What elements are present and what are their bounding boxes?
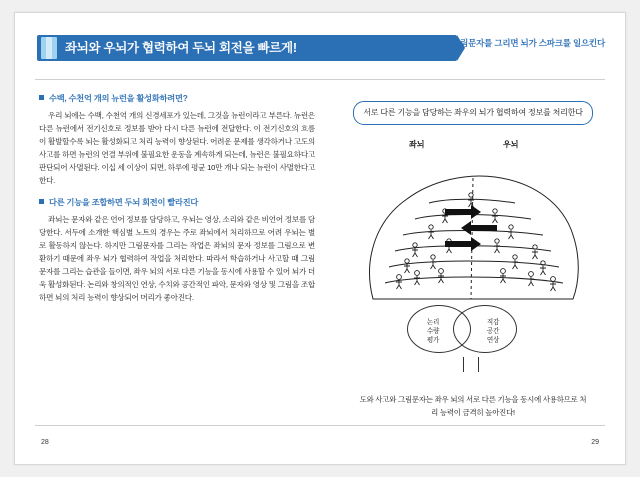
section-1-body: 우리 뇌에는 수백, 수천억 개의 신경세포가 있는데, 그것을 뉴런이라고 부른다. 뉴런은 다른 뉴런에서 전기신호로 정보를 받아 다시 다른 뉴런에 전달한다. 이 전기신호의 흐름이 활발할수록 뇌는 활성화되고 처리 능력이 향상된다. 어려운 문제를 생각하거나 고도의 사고를 하면 뉴런의 연결 부위에 불필요한 운동을 계속하게 되는데, 뉴런은 불필요하다고 판단되어 사멸된다. 이십 세 이상이 되면, 하루에 평균 10만 개나 되는 뉴런이 사멸한다고 한다. — [39, 111, 315, 185]
venn-left-line-2: 수량 — [426, 328, 440, 335]
folio-right: 29 — [591, 439, 599, 446]
venn-right-line-3: 연상 — [486, 337, 500, 344]
conclusion-text: 도와 사고와 그림문자는 좌우 뇌의 서로 다른 기능을 동시에 사용하므로 처리 능력이 금격히 높아진다! — [359, 395, 587, 417]
folio-left: 28 — [41, 439, 49, 446]
section-2 — [39, 197, 315, 304]
section-2-heading: 다른 기능을 조합하면 두뇌 회전이 빨라진다 — [39, 197, 315, 208]
page-title: 좌뇌와 우뇌가 협력하여 두뇌 회전을 빠르게! — [65, 41, 297, 55]
venn-right-labels — [473, 318, 513, 345]
brain-illustration — [345, 151, 597, 303]
page-spread — [14, 12, 626, 465]
right-column — [335, 93, 607, 423]
venn-left-line-3: 평가 — [426, 337, 440, 344]
header-divider — [35, 79, 605, 80]
section-1 — [39, 93, 315, 187]
header-side-note: 그림문자를 그리면 뇌가 스파크를 일으킨다 — [452, 38, 605, 48]
footer-divider — [35, 425, 605, 426]
left-column — [39, 93, 315, 314]
venn-right-line-2: 공간 — [486, 328, 500, 335]
right-brain-label: 우뇌 — [503, 140, 519, 149]
venn-left-line-1: 논리 — [426, 319, 440, 326]
callout-box — [353, 101, 593, 125]
venn-right-line-1: 직감 — [486, 319, 500, 326]
left-brain-label: 좌뇌 — [409, 140, 425, 149]
book-icon — [41, 37, 57, 59]
venn-diagram — [401, 305, 541, 353]
brain-illustration-svg — [345, 151, 597, 303]
venn-left-labels — [413, 318, 453, 345]
callout-text: 서로 다른 기능을 담당하는 좌우의 뇌가 협력하여 정보를 처리한다 — [363, 108, 583, 117]
section-2-body: 좌뇌는 문자와 같은 언어 정보를 담당하고, 우뇌는 영상, 소리와 같은 비언어 정보를 담당한다. 서두에 소개한 핵심별 노트의 경우는 주로 좌뇌에서 처리하므로 어려 우뇌는 별로 활동하지 않는다. 하지만 그림문자를 그리는 작업은 좌뇌의 문자 정보를 그림으로 변환하기 때문에 좌우 뇌가 협력하여 작업을 처리한다. 따라서 학습하거나 사고할 때 그림문자를 그리는 습관을 들이면, 좌우 뇌의 서로 다른 기능을 동시에 사용할 수 있어 뇌가 더욱 활성화된다. 논리와 창의적인 연상, 수치와 공간적인 파악, 문자와 영상 및 그림을 조합하면 뇌의 처리 능력이 향상되어 머리가 좋아진다. — [39, 215, 315, 302]
section-1-heading: 수백, 수천억 개의 뉴런을 활성화하려면? — [39, 93, 315, 104]
